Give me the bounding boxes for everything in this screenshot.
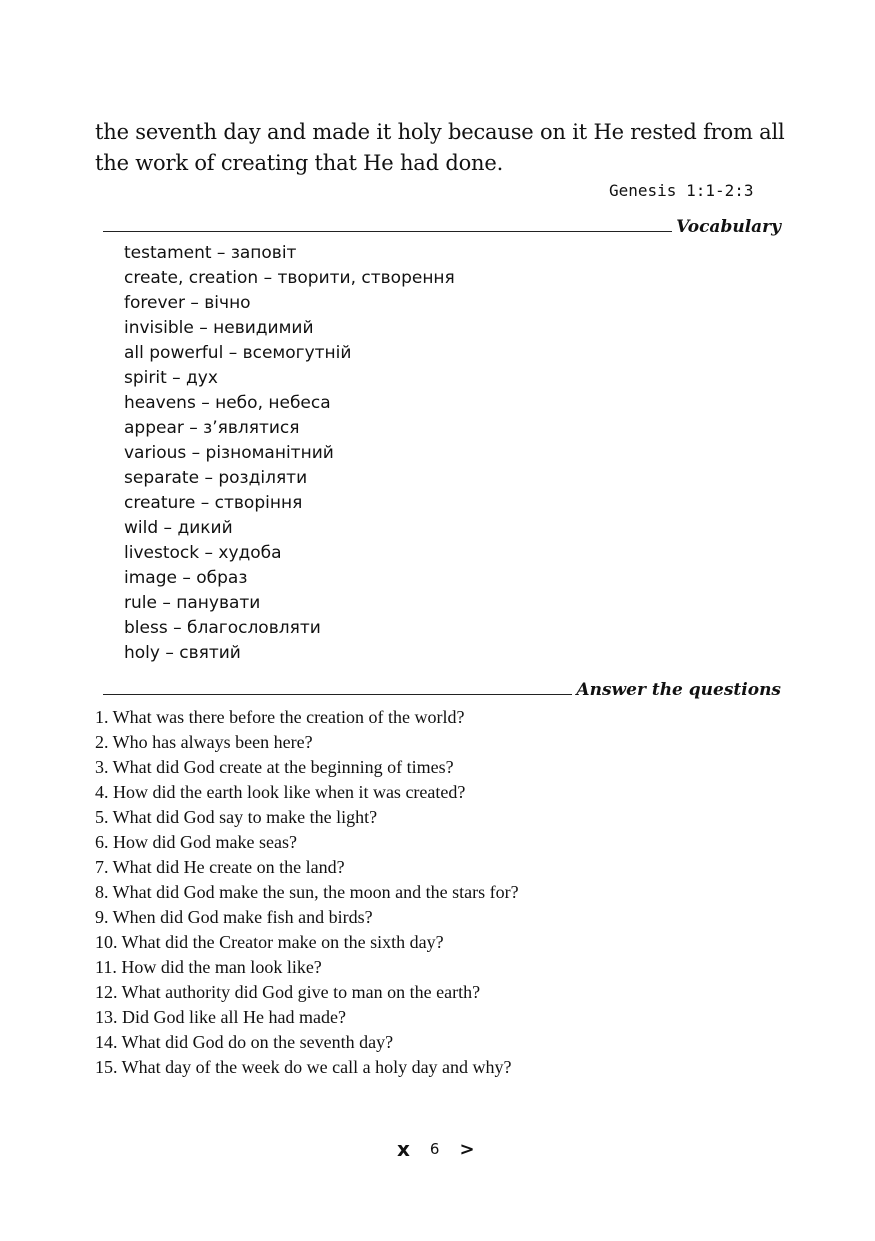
vocabulary-item: bless – благословляти — [124, 618, 321, 638]
vocabulary-item: heavens – небо, небеса — [124, 393, 331, 413]
vocabulary-item: spirit – дух — [124, 368, 218, 388]
next-page-icon[interactable]: > — [459, 1138, 475, 1160]
intro-text: the seventh day and made it holy because on it He rested from all the work of creating that He had done. — [95, 120, 785, 175]
vocabulary-item: wild – дикий — [124, 518, 233, 538]
vocabulary-item: livestock – худоба — [124, 543, 282, 563]
intro-paragraph — [95, 117, 795, 179]
page-number: 6 — [429, 1140, 440, 1158]
question-item: 2. Who has always been here? — [95, 732, 313, 752]
vocabulary-item: various – різноманітний — [124, 443, 334, 463]
scripture-citation: Genesis 1:1-2:3 — [609, 181, 754, 200]
question-item: 5. What did God say to make the light? — [95, 807, 378, 827]
page-navigation — [397, 1136, 487, 1162]
header-rule — [103, 694, 572, 695]
question-item: 12. What authority did God give to man on the earth? — [95, 982, 481, 1002]
question-item: 4. How did the earth look like when it was created? — [95, 782, 466, 802]
vocabulary-item: invisible – невидимий — [124, 318, 314, 338]
question-item: 10. What did the Creator make on the sixth day? — [95, 932, 444, 952]
vocabulary-item: appear – з’являтися — [124, 418, 300, 438]
vocabulary-list — [124, 241, 455, 666]
vocabulary-title: Vocabulary — [676, 217, 781, 237]
vocabulary-item: testament – заповіт — [124, 243, 297, 263]
vocabulary-item: all powerful – всемогутній — [124, 343, 352, 363]
question-item: 9. When did God make fish and birds? — [95, 907, 373, 927]
question-item: 1. What was there before the creation of the world? — [95, 707, 465, 727]
vocabulary-item: holy – святий — [124, 643, 241, 663]
vocabulary-item: separate – розділяти — [124, 468, 308, 488]
header-rule — [103, 231, 672, 232]
question-item: 7. What did He create on the land? — [95, 857, 345, 877]
questions-title: Answer the questions — [576, 680, 781, 700]
questions-list — [95, 705, 519, 1080]
vocabulary-item: creature – створіння — [124, 493, 303, 513]
question-item: 8. What did God make the sun, the moon and the stars for? — [95, 882, 519, 902]
question-item: 6. How did God make seas? — [95, 832, 297, 852]
question-item: 13. Did God like all He had made? — [95, 1007, 346, 1027]
question-item: 11. How did the man look like? — [95, 957, 322, 977]
questions-header — [103, 676, 781, 700]
vocabulary-item: image – образ — [124, 568, 248, 588]
close-icon[interactable]: x — [397, 1137, 410, 1161]
vocabulary-item: create, creation – творити, створення — [124, 268, 455, 288]
question-item: 14. What did God do on the seventh day? — [95, 1032, 394, 1052]
vocabulary-item: rule – панувати — [124, 593, 261, 613]
vocabulary-item: forever – вічно — [124, 293, 251, 313]
vocabulary-header — [103, 213, 781, 237]
question-item: 3. What did God create at the beginning of times? — [95, 757, 454, 777]
question-item: 15. What day of the week do we call a holy day and why? — [95, 1057, 512, 1077]
